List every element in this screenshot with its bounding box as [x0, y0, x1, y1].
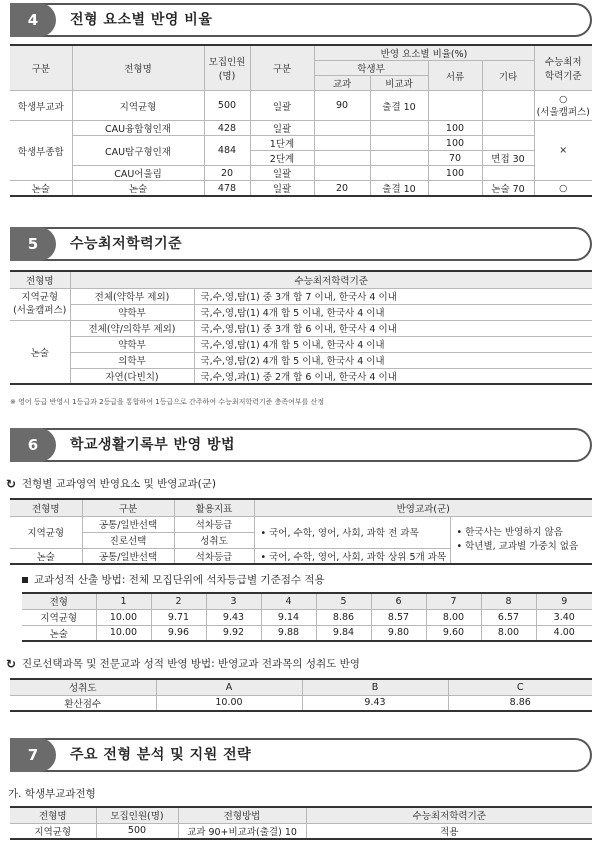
header-hakseng: 학생부 — [314, 61, 428, 76]
section-7-header — [10, 738, 592, 772]
table-row: 약학부 국,수,영,탐(1) 4개 합 5 이내, 한국사 4 이내 — [10, 304, 592, 320]
table-row: 진로선택 성취도 — [10, 532, 592, 548]
header-gita: 기타 — [482, 61, 534, 91]
table-row: 약학부 국,수,영,탐(1) 4개 합 5 이내, 한국사 4 이내 — [10, 336, 592, 352]
table-row: 학생부교과 지역균형 500 일괄 90 출결 10 ○ (서울캠퍼스) — [10, 91, 592, 121]
subheading: 가. 학생부교과전형 — [8, 788, 96, 800]
section-title: 전형 요소별 반영 비율 — [70, 12, 213, 28]
header-ratio: 반영 요소별 비율(%) — [314, 45, 534, 61]
suneung-min-table — [10, 270, 592, 385]
subheading: 교과성적 산출 방법: 전체 모집단위에 석차등급별 기준점수 적용 — [22, 572, 325, 587]
subheading: ↻ 전형별 교과영역 반영요소 및 반영교과(군) — [6, 476, 216, 491]
table-row: 2단계 70 면접 30 — [10, 151, 592, 166]
header-name: 전형명 — [10, 499, 82, 516]
table-row: 논술 공통/일반선택 석차등급 • 국어, 수학, 영어, 사회, 과학 상위 5개 과목 — [10, 548, 592, 564]
table-row: 의학부 국,수,영,탐(2) 4개 합 5 이내, 한국사 4 이내 — [10, 352, 592, 368]
table-row: 논술 전체(약/의학부 제외) 국,수,영,탐(1) 중 3개 합 6 이내, 한국사 4 이내 — [10, 320, 592, 336]
table-row: CAU탐구형인재 484 1단계 100 — [10, 136, 592, 151]
table-row: 지역균형 공통/일반선택 석차등급 • 국어, 수학, 영어, 사회, 과학 전 과목 • 한국사는 반영하지 않음 • 학년별, 교과별 가중치 없음 — [10, 516, 592, 532]
header-bg: 반영교과(군) — [254, 499, 592, 516]
arrow-circle-icon: ↻ — [6, 476, 17, 491]
subject-reflection-table — [10, 498, 592, 565]
header-gyogwa: 교과 — [314, 76, 370, 91]
section-6-header — [10, 428, 592, 462]
table-row: 학생부종합 CAU융합형인재 428 일괄 100 × — [10, 121, 592, 136]
table-row: CAU어울림 20 일괄 100 — [10, 166, 592, 181]
section-4-header — [10, 3, 592, 37]
header-gubun: 구분 — [82, 499, 174, 516]
subheading: ↻ 진로선택과목 및 전문교과 성적 반영 방법: 반영교과 전과목의 성취도 반영 — [6, 656, 360, 671]
arrow-circle-icon: ↻ — [6, 656, 17, 671]
section-5-header — [10, 227, 592, 261]
table-row: 지역균형 (서울캠퍼스) 전체(약학부 제외) 국,수,영,탐(1) 중 3개 합 7 이내, 한국사 4 이내 — [10, 288, 592, 304]
table-row: 환산점수 10.00 9.43 8.86 — [10, 695, 592, 711]
section-title: 주요 전형 분석 및 지원 전략 — [70, 747, 252, 763]
strategy-table: 전형명 모집인원(명) 전형방법 수능최저학력기준 지역균형 500 교과 90+비교과(출결) 10 적용 — [10, 806, 592, 840]
header-suneung: 수능최저 학력기준 — [534, 45, 592, 91]
section-number: 7 — [10, 738, 56, 772]
cross-mark: × — [534, 121, 592, 181]
table-row: 지역균형 10.00 9.71 9.43 9.14 8.86 8.57 8.00 6.57 3.40 — [22, 609, 592, 625]
square-bullet-icon — [22, 577, 28, 583]
header-recruit: 모집인원 (명) — [204, 45, 250, 91]
section-title: 학교생활기록부 반영 방법 — [70, 437, 236, 453]
header-std: 수능최저학력기준 — [70, 271, 592, 288]
table-row: 지역균형 500 교과 90+비교과(출결) 10 적용 — [10, 823, 592, 839]
table-row: 논술 10.00 9.96 9.92 9.88 9.84 9.80 9.60 8.00 4.00 — [22, 625, 592, 641]
header-bigyogwa: 비교과 — [370, 76, 428, 91]
selection-ratio-table — [10, 44, 592, 197]
section-title: 수능최저학력기준 — [70, 236, 183, 252]
footnote: ※ 영어 등급 반영시 1등급과 2등급을 통합하여 1등급으로 간주하여 수능최저학력기준 충족여부를 산정 — [10, 398, 325, 406]
header-jeonhyeong: 전형명 — [72, 45, 204, 91]
table-row: 자연(다빈치) 국,수,영,과(1) 중 2개 합 6 이내, 한국사 4 이내 — [10, 368, 592, 384]
section-number: 4 — [10, 3, 56, 37]
header-gubun: 구분 — [10, 45, 72, 91]
header-jipyo: 활용지표 — [174, 499, 254, 516]
header-name: 전형명 — [10, 271, 70, 288]
achievement-score-table: 성취도 A B C 환산점수 10.00 9.43 8.86 — [10, 678, 592, 712]
header-seoryu: 서류 — [428, 61, 482, 91]
table-row: 논술 논술 478 일괄 20 출결 10 논술 70 ○ — [10, 181, 592, 197]
section-number: 6 — [10, 428, 56, 462]
grade-score-table: 전형 1 2 3 4 5 6 7 8 9 지역균형 10.00 9.71 9.43 9.14 8.86 8.57 8.00 6.57 3.40 논술 10.00 9.96 9.92 9.88 9.84 9.80 9.60 8.00 4.00 — [22, 592, 592, 642]
header-il: 구분 — [250, 45, 314, 91]
section-number: 5 — [10, 227, 56, 261]
